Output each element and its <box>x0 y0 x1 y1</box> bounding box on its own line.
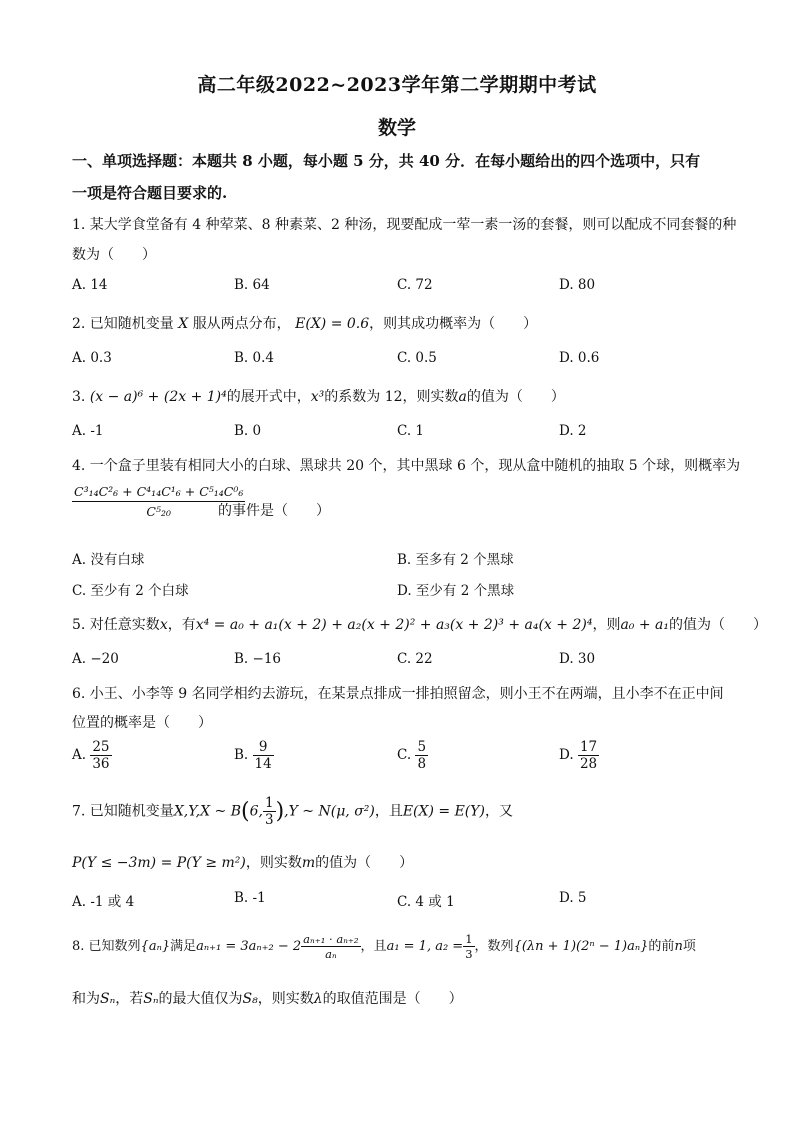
q7-text-a: 7. 已知随机变量 <box>72 803 174 820</box>
q3-option-b: B. 0 <box>234 423 262 439</box>
q3-stem <box>72 386 565 406</box>
q5-text-c: ，有 <box>167 617 196 633</box>
q2-text-c: 服从两点分布， <box>192 316 291 332</box>
q6-option-d-fraction <box>578 739 599 772</box>
q7-p-den: 3 <box>264 812 274 828</box>
q8-initial-den: 3 <box>465 947 473 961</box>
q4-option-c: C. 至少有 2 个白球 <box>72 583 189 599</box>
q7-text-g: ，又 <box>484 803 513 820</box>
q7-binomial-p <box>263 795 276 828</box>
q1-option-b: B. 64 <box>234 277 270 293</box>
q2-var-x: X <box>178 316 189 332</box>
q3-text-f: 的值为（ ） <box>466 389 565 405</box>
q8-initial-num: 1 <box>465 932 473 946</box>
q2-option-b: B. 0.4 <box>234 350 274 366</box>
q4-stem-after: 的事件是（ ） <box>218 503 330 519</box>
q5-stem <box>72 614 767 634</box>
q6-option-d-label: D. <box>559 747 574 763</box>
q7-text-line2d: 的值为（ ） <box>315 855 414 871</box>
section-heading-line2: 一项是符合题目要求的. <box>72 184 228 202</box>
q6-option-c-fraction <box>415 739 428 772</box>
q1-option-c: C. 72 <box>397 277 433 293</box>
q6-option-d-num: 17 <box>579 739 598 755</box>
q8-text-g: ，数列 <box>474 939 514 954</box>
q8-recurrence-den: aₙ <box>325 947 337 961</box>
q8-sum-s8: S₈ <box>242 991 258 1007</box>
q6-option-b-label: B. <box>234 747 249 763</box>
q7-probability-eq: P(Y ≤ −3m) = P(Y ≥ m²) <box>72 855 246 871</box>
q6-option-c-num: 5 <box>417 739 427 755</box>
q6-option-c <box>397 739 428 772</box>
q5-option-b: B. −16 <box>234 651 281 667</box>
q8-text-k: 项 <box>682 939 696 954</box>
q8-text-i: 的前 <box>648 939 675 954</box>
q2-option-a: A. 0.3 <box>72 350 112 366</box>
q6-option-b-den: 14 <box>254 756 272 772</box>
q5-sum: a₀ + a₁ <box>620 617 670 633</box>
q1-option-d: D. 80 <box>559 277 596 293</box>
q8-initial-fraction <box>463 932 474 961</box>
q8-initial: a₁ = 1, a₂ = <box>386 939 464 954</box>
q8-lambda: λ <box>313 991 323 1007</box>
q4-option-b: B. 至多有 2 个黑球 <box>397 552 514 568</box>
q2-expectation: E(X) = 0.6 <box>295 316 370 332</box>
q8-sequence-2: {(λn + 1)(2ⁿ − 1)aₙ} <box>513 939 649 954</box>
q7-paren-open: ( <box>241 799 250 824</box>
q2-text-a: 2. 已知随机变量 <box>72 316 174 332</box>
q8-text-line2g: ，则实数 <box>257 991 314 1007</box>
q6-option-d-den: 28 <box>579 756 598 772</box>
exam-title: 高二年级2022~2023学年第二学期期中考试 <box>197 74 597 96</box>
q4-fraction-denominator: C⁵₂₀ <box>146 504 171 519</box>
q6-stem-line1: 6. 小王、小李等 9 名同学相约去游玩，在某景点排成一排拍照留念，则小王不在两端，且小李不在正中间 <box>72 686 724 702</box>
q7-option-b: B. -1 <box>234 890 266 906</box>
q8-text-line2c: ，若 <box>115 991 144 1007</box>
q7-expectation-eq: E(X) = E(Y) <box>402 803 485 820</box>
q2-option-d: D. 0.6 <box>559 350 600 366</box>
q8-text-line2i: 的取值范围是（ ） <box>322 991 463 1007</box>
q7-stem-line2 <box>72 852 413 872</box>
q7-p-num: 1 <box>264 795 274 811</box>
q8-stem-line1 <box>72 932 696 961</box>
q4-option-d: D. 至少有 2 个黑球 <box>397 583 515 599</box>
q3-var-a: a <box>458 389 467 405</box>
q3-text-d: 的系数为 12，则实数 <box>324 389 459 405</box>
q1-stem-line2: 数为（ ） <box>72 247 156 263</box>
subject-title: 数学 <box>377 117 416 139</box>
q6-option-b-num: 9 <box>253 739 274 756</box>
q2-text-e: ，则其成功概率为（ ） <box>369 316 538 332</box>
q1-stem-line1: 1. 某大学食堂备有 4 种荤菜、8 种素菜、2 种汤，现要配成一荤一素一汤的套餐，则可以配成不同套餐的种 <box>72 217 737 233</box>
q6-option-a <box>72 739 112 772</box>
q2-stem <box>72 313 537 333</box>
q5-text-d: ，则 <box>592 617 621 633</box>
q8-recurrence-num: aₙ₊₁ · aₙ₊₂ <box>303 932 359 946</box>
q4-stem-line1: 4. 一个盒子里装有相同大小的白球、黑球共 20 个，其中黑球 6 个，现从盒中随机的抽取 5 个球，则概率为 <box>72 458 741 474</box>
q6-option-d <box>559 739 599 772</box>
q7-option-c: C. 4 或 1 <box>397 894 455 910</box>
q7-var-m: m <box>301 855 316 871</box>
q8-stem-line2 <box>72 988 463 1008</box>
q7-paren-close: ) <box>275 799 285 824</box>
q8-sum-sn-2: Sₙ <box>143 991 159 1007</box>
q6-option-b <box>234 739 274 772</box>
q3-text-b: 的展开式中， <box>226 389 311 405</box>
q6-option-c-den: 8 <box>417 756 427 772</box>
q8-text-line2e: 的最大值仅为 <box>158 991 243 1007</box>
q6-option-a-num: 25 <box>92 739 110 755</box>
q8-text-line2a: 和为 <box>72 991 100 1007</box>
q3-number: 3. <box>72 389 86 405</box>
q5-text-f: 的值为（ ） <box>669 617 768 633</box>
q7-normal: ,Y ~ N(μ, σ²) <box>284 803 375 820</box>
q6-stem-line2: 位置的概率是（ ） <box>72 715 212 731</box>
q5-option-d: D. 30 <box>559 651 596 667</box>
q5-expansion: x⁴ = a₀ + a₁(x + 2) + a₂(x + 2)² + a₃(x + 2)³ + a₄(x + 2)⁴ <box>195 617 593 633</box>
q7-option-d: D. 5 <box>559 890 587 906</box>
q6-option-a-label: A. <box>72 747 87 763</box>
q8-var-n: n <box>674 939 683 954</box>
q7-vars: X,Y,X ~ B <box>173 803 242 820</box>
q3-option-d: D. 2 <box>559 423 587 439</box>
q7-option-a: A. -1 或 4 <box>72 894 135 910</box>
q8-text-c: 满足 <box>170 939 197 954</box>
section-heading-line1: 一、单项选择题：本题共 8 小题，每小题 5 分，共 40 分．在每小题给出的四个选项中，只有 <box>72 152 701 170</box>
q5-text-a: 5. 对任意实数 <box>72 617 160 633</box>
q3-option-a: A. -1 <box>72 423 104 439</box>
q4-fraction-numerator: C³₁₄C²₆ + C⁴₁₄C¹₆ + C⁵₁₄C⁰₆ <box>72 484 245 502</box>
q3-expression: (x − a)⁶ + (2x + 1)⁴ <box>89 389 227 405</box>
q7-text-line2b: ，则实数 <box>245 855 302 871</box>
q6-option-a-den: 36 <box>92 756 110 772</box>
q7-text-e: ，且 <box>374 803 403 820</box>
q5-var-x: x <box>159 617 168 633</box>
q8-recurrence-fraction <box>301 932 360 961</box>
q8-sum-sn: Sₙ <box>100 991 116 1007</box>
q3-option-c: C. 1 <box>397 423 425 439</box>
q8-text-a: 8. 已知数列 <box>72 939 141 954</box>
q6-option-c-label: C. <box>397 747 412 763</box>
q3-term: x³ <box>310 389 325 405</box>
q8-recurrence: aₙ₊₁ = 3aₙ₊₂ − 2 <box>196 939 302 954</box>
q5-option-a: A. −20 <box>72 651 119 667</box>
q1-option-a: A. 14 <box>72 277 108 293</box>
q5-option-c: C. 22 <box>397 651 433 667</box>
q7-binomial-n: 6, <box>249 803 263 820</box>
q6-option-b-fraction <box>253 739 274 772</box>
q2-option-c: C. 0.5 <box>397 350 437 366</box>
q8-text-e: ，且 <box>360 939 387 954</box>
q8-sequence: {aₙ} <box>140 939 171 954</box>
q4-option-a: A. 没有白球 <box>72 552 145 568</box>
q7-stem-line1 <box>72 795 513 828</box>
q6-option-a-fraction <box>90 739 111 772</box>
